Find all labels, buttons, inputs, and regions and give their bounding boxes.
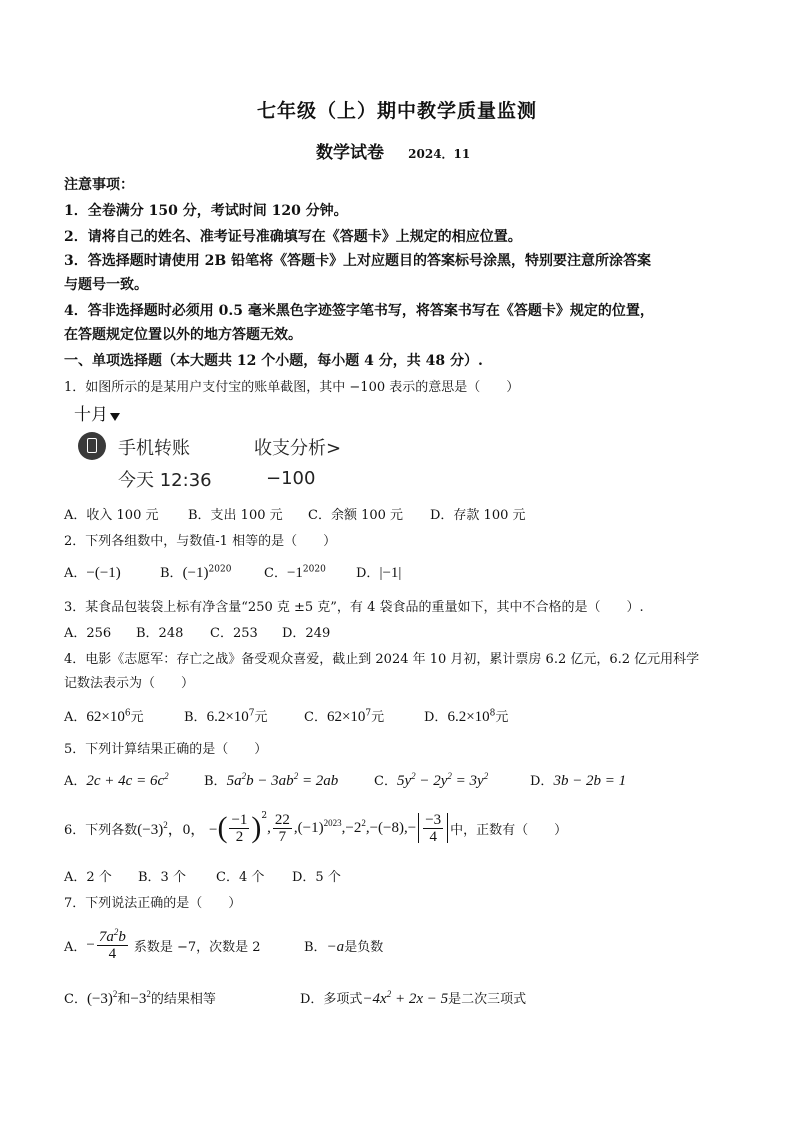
q5-option-d: D．3b − 2b = 1 (530, 773, 627, 789)
q7-b-label: B． (304, 940, 327, 955)
q6-stem: 6．下列各数 $(-3)^2$，0， − ( $\frac{-1}{2}$ ) $^2$ , $\frac{22}{7}$ $,(-1)^{2023},-2^2,-(-8),-$ $\frac{-3}{4}$ 中，正数有（ ） (64, 811, 568, 845)
q6-fraction-3-4: $\frac{-3}{4}$ (425, 811, 442, 845)
q2-c-exp: 2020 (302, 564, 326, 575)
chevron-right-icon: > (326, 438, 342, 459)
q1-option-b: B．支出 100 元 (188, 508, 283, 523)
q4-c-mantissa: 62×10 (326, 709, 366, 725)
q7-option-b: B．−a是负数 (304, 939, 384, 955)
q6-fraction-22-7: $\frac{22}{7}$ (274, 811, 290, 845)
q4-a-label: A． (64, 710, 87, 725)
q2-c-label: C． (264, 566, 287, 581)
q4-d-unit: 元 (495, 710, 509, 725)
q5-a-label: A． (64, 774, 87, 789)
q1-option-c: C．余额 100 元 (308, 508, 404, 523)
q5-b-label: B． (204, 774, 227, 789)
phone-icon (78, 432, 106, 460)
q4-b-exp: 7 (248, 708, 255, 719)
q2-a-label: A． (64, 566, 87, 581)
q5-stem: 5．下列计算结果正确的是（ ） (64, 742, 268, 757)
q2-d-abs: |−1| (379, 565, 402, 581)
note-3a: 3．答选择题时请使用 2B 铅笔将《答题卡》上对应题目的答案标号涂黑，特别要注意所涂答案 (64, 253, 652, 269)
note-2: 2．请将自己的姓名、准考证号准确填写在《答题卡》上规定的相应位置。 (64, 229, 522, 245)
q4-c-label: C． (304, 710, 327, 725)
q4-c-exp: 7 (365, 708, 372, 719)
q2-d-expr: −1 (382, 565, 399, 581)
q7-d-text: 是二次三项式 (448, 992, 527, 1007)
q5-d-label: D． (530, 774, 554, 789)
dropdown-triangle-icon (110, 413, 120, 421)
q1-analysis (254, 434, 341, 460)
q1-month: 十月 (74, 405, 108, 425)
q2-b-base: (−1) (182, 565, 209, 581)
q7-b-text: 是负数 (344, 940, 384, 955)
q2-option-d (356, 562, 401, 582)
q7-c-and: 和 (117, 992, 131, 1007)
q5-c-label: C． (374, 774, 397, 789)
abs-bar-right (447, 813, 448, 843)
q1-item-name: 手机转账 (118, 438, 190, 459)
q1-amount: −100 (266, 468, 316, 489)
q7-c-text: 的结果相等 (150, 992, 216, 1007)
abs-bar-left (418, 813, 419, 843)
q1-option-a: A．收入 100 元 (64, 508, 159, 523)
q4-b-mantissa: 6.2×10 (206, 709, 249, 725)
q2-stem: 2．下列各组数中，与数值-1 相等的是（ ） (64, 534, 337, 549)
q7-option-a: A． − $\frac{7a^2b}{4}$ 系数是 −7，次数是 2 (64, 926, 261, 962)
q3-option-d: D．249 (282, 626, 331, 641)
q3-stem: 3．某食品包装袋上标有净含量“250 克 ±5 克”，有 4 袋食品的重量如下，其中不合格的是（ ）. (64, 600, 644, 615)
q4-d-label: D． (424, 710, 448, 725)
q2-a-expr: −(−1) (86, 565, 121, 581)
q5-option-a: A．$2c + 4c = 6c^2$ (64, 771, 169, 789)
q4-option-d (424, 706, 508, 726)
note-3b: 与题号一致。 (64, 277, 148, 293)
q4-a-unit: 元 (130, 710, 144, 725)
q4-a-mantissa: 62×10 (86, 709, 125, 725)
note-4b: 在答题规定位置以外的地方答题无效。 (64, 327, 302, 343)
q4-stem-line2: 记数法表示为（ ） (64, 676, 195, 691)
q2-d-label: D． (356, 566, 380, 581)
q1-month-selector (74, 400, 120, 425)
q3-option-b: B．248 (136, 626, 184, 641)
q4-a-exp: 6 (124, 708, 131, 719)
q4-option-c (304, 706, 384, 726)
notes-heading: 注意事项： (64, 177, 134, 193)
q2-option-b (160, 562, 231, 582)
q4-d-exp: 8 (489, 708, 496, 719)
q6-option-a: A．2 个 (64, 870, 112, 885)
q7-stem: 7．下列说法正确的是（ ） (64, 896, 242, 911)
q7-a-label: A． (64, 939, 87, 955)
q7-d-label: D．多项式 (300, 992, 363, 1007)
q1-option-d: D．存款 100 元 (430, 508, 526, 523)
q7-option-c: C．$(-3)^2$和$-3^2$的结果相等 (64, 989, 216, 1007)
q1-analysis-label: 收支分析 (254, 438, 326, 459)
note-1: 1．全卷满分 150 分，考试时间 120 分钟。 (64, 203, 348, 219)
section-1-heading: 一、单项选择题（本大题共 12 个小题，每小题 4 分，共 48 分）. (64, 353, 483, 369)
q2-option-c (264, 562, 326, 582)
q2-c-base: −1 (286, 565, 303, 581)
q4-b-unit: 元 (254, 710, 268, 725)
q6-stem-post: 中，正数有（ ） (450, 822, 568, 838)
q4-option-b (184, 706, 268, 726)
q3-option-c: C．253 (210, 626, 258, 641)
q1-stem: 1．如图所示的是某用户支付宝的账单截图，其中 −100 表示的意思是（ ） (64, 380, 520, 395)
q7-option-d: D．多项式$-4x^2 + 2x - 5$是二次三项式 (300, 989, 527, 1007)
q6-option-b: B．3 个 (138, 870, 186, 885)
q3-option-a: A．256 (64, 626, 112, 641)
q7-c-label: C． (64, 992, 87, 1007)
q5-option-b: B．$5a^2b - 3ab^2 = 2ab$ (204, 771, 339, 789)
q4-option-a (64, 706, 144, 726)
q2-b-label: B． (160, 566, 183, 581)
q1-time: 今天 12:36 (118, 470, 212, 491)
exam-date: 2024．11 (408, 147, 471, 161)
q7-fraction: $\frac{7a^2b}{4}$ (98, 926, 126, 962)
q6-stem-pre: 6．下列各数 (64, 822, 138, 838)
q4-d-mantissa: 6.2×10 (447, 709, 490, 725)
q2-option-a (64, 562, 121, 582)
note-4a: 4．答非选择题时必须用 0.5 毫米黑色字迹签字笔书写，将答案书写在《答题卡》规定的位置， (64, 303, 654, 319)
exam-subtitle (316, 138, 470, 163)
exam-title: 七年级（上）期中教学质量监测 (256, 100, 537, 122)
q6-option-c: C．4 个 (216, 870, 265, 885)
q4-b-label: B． (184, 710, 207, 725)
q6-fraction-half: $\frac{-1}{2}$ (231, 811, 248, 845)
q6-option-d: D．5 个 (292, 870, 341, 885)
q7-a-text: 系数是 −7，次数是 2 (133, 939, 261, 955)
subject-label: 数学试卷 (316, 143, 384, 163)
q5-option-c: C．$5y^2 - 2y^2 = 3y^2$ (374, 771, 489, 789)
q4-c-unit: 元 (371, 710, 385, 725)
q2-b-exp: 2020 (208, 564, 232, 575)
q4-stem-line1: 4．电影《志愿军：存亡之战》备受观众喜爱，截止到 2024 年 10 月初，累计票房 6.2 亿元，6.2 亿元用科学 (64, 652, 700, 667)
